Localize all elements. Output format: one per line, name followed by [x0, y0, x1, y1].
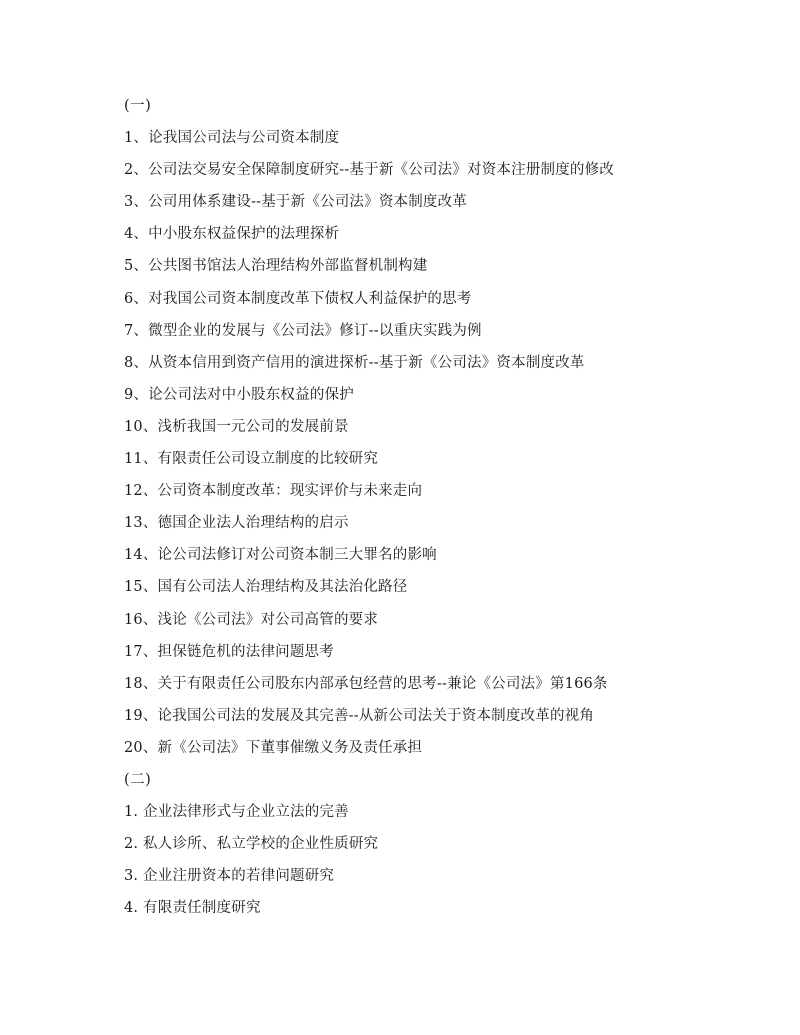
list-item: 12、公司资本制度改革：现实评价与未来走向 — [124, 483, 423, 500]
list-item: 3、公司用体系建设--基于新《公司法》资本制度改革 — [124, 194, 468, 211]
list-item: 1. 企业法律形式与企业立法的完善 — [124, 804, 349, 821]
list-item: 6、对我国公司资本制度改革下债权人利益保护的思考 — [124, 290, 472, 307]
list-item: 18、关于有限责任公司股东内部承包经营的思考--兼论《公司法》第166条 — [124, 675, 608, 692]
list-item: 2、公司法交易安全保障制度研究--基于新《公司法》对资本注册制度的修改 — [124, 162, 615, 179]
list-item: 4. 有限责任制度研究 — [124, 900, 261, 917]
list-item: 14、论公司法修订对公司资本制三大罪名的影响 — [124, 547, 437, 564]
list-item: 17、担保链危机的法律问题思考 — [124, 643, 334, 660]
list-item: 8、从资本信用到资产信用的演进探析--基于新《公司法》资本制度改革 — [124, 354, 585, 371]
section-heading-1: (一) — [124, 98, 152, 114]
list-item: 1、论我国公司法与公司资本制度 — [124, 130, 340, 147]
document-page — [124, 90, 764, 924]
list-item: 10、浅析我国一元公司的发展前景 — [124, 418, 349, 435]
list-item: 16、浅论《公司法》对公司高管的要求 — [124, 611, 379, 628]
list-item: 7、微型企业的发展与《公司法》修订--以重庆实践为例 — [124, 322, 482, 339]
list-item: 11、有限责任公司设立制度的比较研究 — [124, 451, 379, 468]
section-heading-2: (二) — [124, 771, 152, 788]
list-item: 20、新《公司法》下董事催缴义务及责任承担 — [124, 739, 423, 756]
list-item: 4、中小股东权益保护的法理探析 — [124, 226, 340, 243]
list-item: 9、论公司法对中小股东权益的保护 — [124, 386, 354, 403]
list-item: 19、论我国公司法的发展及其完善--从新公司法关于资本制度改革的视角 — [124, 707, 595, 724]
list-item: 13、德国企业法人治理结构的启示 — [124, 515, 349, 532]
list-item: 15、国有公司法人治理结构及其法治化路径 — [124, 579, 408, 596]
list-item: 2. 私人诊所、私立学校的企业性质研究 — [124, 836, 379, 853]
list-item: 5、公共图书馆法人治理结构外部监督机制构建 — [124, 258, 428, 275]
list-item: 3. 企业注册资本的若律问题研究 — [124, 868, 335, 885]
